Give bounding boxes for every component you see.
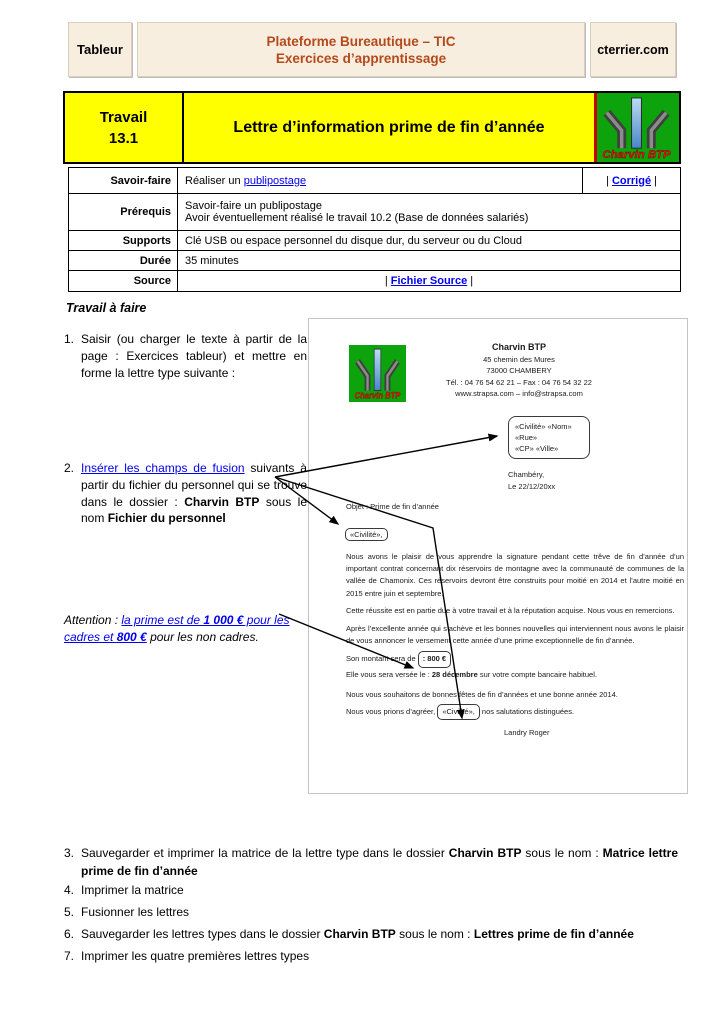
exercise-number [65, 93, 184, 162]
exercise-banner [63, 91, 681, 164]
attention-amount-cadres: 1 000 € [203, 613, 244, 627]
merge-field-amount: : 800 € [418, 651, 451, 667]
letter-company-links [369, 388, 669, 400]
task-item-7 [64, 948, 678, 966]
charvin-btp-logo [594, 93, 679, 162]
attention-link-part2: pour les cadres et [64, 613, 290, 644]
table-row [69, 251, 681, 271]
letter-logo-caption: Charvin BTP [354, 389, 401, 401]
task-3-folder-name: Charvin BTP [448, 846, 522, 860]
task-2-file-name: Fichier du personnel [107, 511, 226, 526]
letter-company-block [369, 342, 669, 400]
task-4-number: 4. [64, 883, 75, 897]
fichier-source-link[interactable]: Fichier Source [390, 275, 468, 287]
exercise-number-value: 13.1 [108, 129, 139, 147]
prerequis-line2: Avoir éventuellement réalisé le travail 10.2 (Base de données salariés) [185, 212, 529, 224]
corrige-pipe-open: | [606, 174, 612, 187]
task-6-folder-name: Charvin BTP [323, 927, 396, 941]
letter-closing-line [346, 704, 684, 720]
corrige-pipe-close: | [651, 174, 657, 187]
logo-caption: Charvin BTP [602, 149, 671, 162]
merge-field-civilite-salutation: «Civilité», [345, 528, 388, 541]
corrige-cell [583, 168, 681, 194]
header-title [137, 22, 585, 77]
task-6-text [81, 926, 678, 944]
table-row [69, 231, 681, 251]
corrige-link[interactable]: Corrigé [611, 174, 652, 187]
letter-salutation [345, 528, 388, 541]
task-3-file-name: Matrice lettre prime de fin d’année [81, 846, 679, 878]
task-5-text: Fusionner les lettres [81, 905, 190, 919]
letter-payment-date: 28 décembre [431, 669, 478, 679]
task-2-text-after-link: suivants à partir du fichier du personnel qui se trouve dans le dossier : [81, 461, 307, 509]
letter-closing-after: nos salutations distinguées. [479, 707, 575, 717]
source-label: Source [69, 271, 178, 292]
table-row [69, 271, 681, 292]
exercise-title: Lettre d’information prime de fin d’année [233, 118, 545, 136]
task-7-number: 7. [64, 949, 75, 963]
savoir-faire-value [178, 168, 583, 194]
table-row [69, 194, 681, 231]
letter-company-link-sep: – [513, 389, 523, 398]
letter-city-line: Chambéry, [508, 470, 545, 479]
task-5-number: 5. [64, 905, 75, 919]
letter-company-city: 73000 CHAMBERY [486, 366, 552, 375]
letter-recipient-merge-box [508, 416, 590, 459]
letter-payment-line [346, 669, 684, 681]
letter-company-website: www.strapsa.com [455, 389, 514, 398]
duree-label: Durée [69, 251, 178, 271]
letter-company-name: Charvin BTP [491, 342, 546, 352]
task-2-text-mid: sous le nom [81, 494, 308, 526]
task-2-number: 2. [64, 461, 75, 475]
letter-company-address: 45 chemin des Mures [483, 354, 555, 364]
prerequis-label: Prérequis [69, 194, 178, 231]
publipostage-link[interactable]: publipostage [243, 174, 307, 187]
letter-company-email: info@strapsa.com [522, 389, 583, 398]
table-row [69, 168, 681, 194]
exercise-info-table [68, 167, 681, 292]
task-item-1 [64, 331, 307, 381]
task-1-number: 1. [64, 332, 75, 346]
task-6-text-a: Sauvegarder les lettres types dans le dossier [81, 927, 324, 941]
task-6-number: 6. [64, 927, 75, 941]
letter-paragraph-3: Après l’excellente année qui s’achève et les bonnes nouvelles qui interviennent nous avons le plaisir de vous annoncer le versement cette année d’une prime exceptionnelle de fin d’année. [346, 624, 684, 646]
letter-paragraph-2: Cette réussite est en partie due à votre travail et à la réputation acquise. Nous vous en remercions. [346, 605, 675, 615]
task-3-text [81, 845, 678, 880]
header-site-name: cterrier.com [590, 22, 676, 77]
letter-objet-line: Objet : Prime de fin d’année [346, 502, 439, 511]
letter-company-telfax: Tél. : 04 76 54 62 21 – Fax : 04 76 54 32 22 [446, 377, 592, 387]
letter-body [346, 551, 684, 739]
savoir-faire-text: Réaliser un [185, 174, 244, 187]
charvin-btp-logo-icon [594, 93, 679, 162]
task-4-text: Imprimer la matrice [81, 883, 184, 897]
source-pipe-close: | [467, 275, 474, 287]
attention-link-part1: la prime est de [121, 613, 204, 627]
task-item-3 [64, 845, 678, 880]
merge-field-civilite-closing: «Civilité», [437, 704, 480, 720]
task-2-text [81, 460, 307, 527]
page-header [68, 22, 676, 77]
attention-suffix: pour les non cadres. [146, 629, 259, 644]
travail-a-faire-heading: Travail à faire [66, 301, 147, 315]
merge-field-cp-ville: «CP» «Ville» [515, 444, 559, 453]
letter-paragraph-1: Nous avons le plaisir de vous apprendre la signature pendant cette trêve de fin d’année d’un important contrat concernant dix réservoirs de montagne avec la communauté de communes de la vallée de Chamonix. Ces réservoirs devront être construits pour moitié en 2014 et l’autre moitié en 2015 entre juin et septembre. [346, 552, 684, 598]
letter-date-block [508, 469, 555, 493]
task-6-file-name: Lettres prime de fin d’année [473, 927, 634, 941]
supports-value: Clé USB ou espace personnel du disque dur, du serveur ou du Cloud [178, 231, 681, 251]
task-item-6 [64, 926, 678, 944]
inserer-champs-fusion-link[interactable]: Insérer les champs de fusion [81, 461, 245, 475]
merge-field-civilite-nom: «Civilité» «Nom» [515, 422, 572, 431]
merge-field-rue: «Rue» [515, 433, 538, 442]
header-module-label: Tableur [68, 22, 132, 77]
attention-prefix: Attention : [64, 613, 122, 627]
letter-amount-prefix: Son montant sera de [346, 654, 418, 664]
task-3-number: 3. [64, 846, 75, 860]
letter-closing-before: Nous vous prions d’agréer, [346, 707, 438, 717]
source-pipe-open: | [384, 275, 391, 287]
letter-preview [308, 318, 688, 794]
task-7-text: Imprimer les quatre premières lettres types [81, 949, 310, 963]
header-title-line2: Exercices d’apprentissage [275, 50, 447, 66]
prerequis-value [178, 194, 681, 231]
letter-signature: Landry Roger [504, 728, 550, 738]
task-item-5 [64, 904, 678, 922]
task-1-text: Saisir (ou charger le texte à partir de la page : Exercices tableur) et mettre en forme la lettre type suivante : [81, 332, 307, 380]
task-2-folder-name: Charvin BTP [184, 494, 260, 509]
exercise-number-word: Travail [99, 108, 148, 126]
attention-note [64, 612, 300, 646]
attention-amount-non-cadres: 800 € [116, 629, 147, 644]
source-value [178, 271, 681, 292]
letter-amount-line [346, 651, 684, 667]
supports-label: Supports [69, 231, 178, 251]
letter-payment-before: Elle vous sera versée le : [346, 669, 432, 679]
letter-paragraph-5: Nous vous souhaitons de bonnes fêtes de fin d’années et une bonne année 2014. [346, 689, 618, 699]
task-3-text-a: Sauvegarder et imprimer la matrice de la lettre type dans le dossier [81, 846, 449, 860]
letter-date-line: Le 22/12/20xx [508, 482, 556, 491]
task-6-text-c: sous le nom : [395, 927, 474, 941]
header-title-line1: Plateforme Bureautique – TIC [266, 33, 456, 49]
task-item-2 [64, 460, 307, 527]
task-item-4 [64, 882, 678, 900]
duree-value: 35 minutes [178, 251, 681, 271]
task-3-text-c: sous le nom : [521, 846, 603, 860]
letter-payment-after: sur votre compte bancaire habituel. [477, 669, 597, 679]
savoir-faire-label: Savoir-faire [69, 168, 178, 194]
prerequis-line1: Savoir-faire un publipostage [185, 200, 322, 212]
